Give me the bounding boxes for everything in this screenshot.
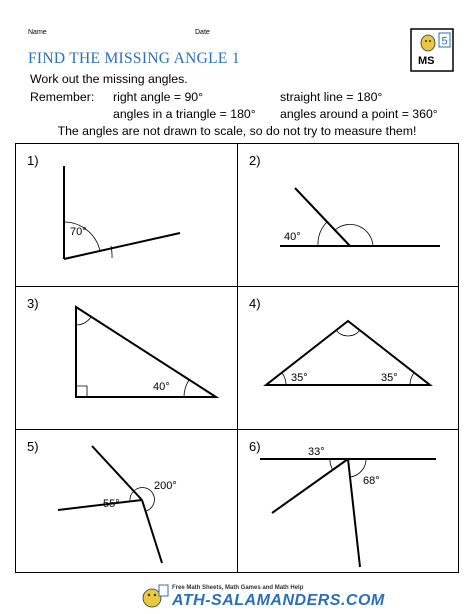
angle-label: 40° <box>284 231 301 243</box>
question-number: 3) <box>27 296 39 311</box>
question-1 <box>15 143 238 287</box>
question-2 <box>237 143 459 287</box>
level-badge: 5 <box>441 35 448 48</box>
question-3 <box>15 286 238 430</box>
name-label: Name <box>28 29 47 36</box>
question-6 <box>237 429 459 573</box>
angle-label: 33° <box>308 446 325 458</box>
page-title: FIND THE MISSING ANGLE 1 <box>28 50 240 67</box>
angle-label: 35° <box>291 372 308 384</box>
logo-letters: MS <box>418 55 435 67</box>
question-number: 1) <box>27 153 39 168</box>
fact-around-point: angles around a point = 360° <box>280 107 438 121</box>
date-label: Date <box>195 29 210 36</box>
question-grid <box>15 143 459 573</box>
fact-straight-line: straight line = 180° <box>280 90 383 104</box>
scale-note: The angles are not drawn to scale, so do not try to measure them! <box>57 124 417 138</box>
angle-label: 68° <box>363 475 380 487</box>
remember-label: Remember: <box>30 90 95 104</box>
question-5 <box>15 429 238 573</box>
instruction-text: Work out the missing angles. <box>30 72 188 86</box>
angle-label: 55° <box>103 498 120 510</box>
angle-label: 35° <box>381 372 398 384</box>
question-number: 4) <box>249 296 261 311</box>
salamander-mascot-icon <box>140 583 170 609</box>
question-4 <box>237 286 459 430</box>
fact-triangle: angles in a triangle = 180° <box>113 107 256 121</box>
angle-label: 40° <box>153 381 170 393</box>
footer-tagline: Free Math Sheets, Math Games and Math Help <box>172 585 304 591</box>
question-number: 2) <box>249 153 261 168</box>
question-number: 6) <box>249 439 261 454</box>
fact-right-angle: right angle = 90° <box>113 90 204 104</box>
angle-label: 200° <box>154 480 177 492</box>
salamander-logo-icon <box>410 28 454 72</box>
footer-logo-text[interactable]: ATH-SALAMANDERS.COM <box>172 592 385 609</box>
question-number: 5) <box>27 439 39 454</box>
angle-label: 70° <box>70 226 87 238</box>
